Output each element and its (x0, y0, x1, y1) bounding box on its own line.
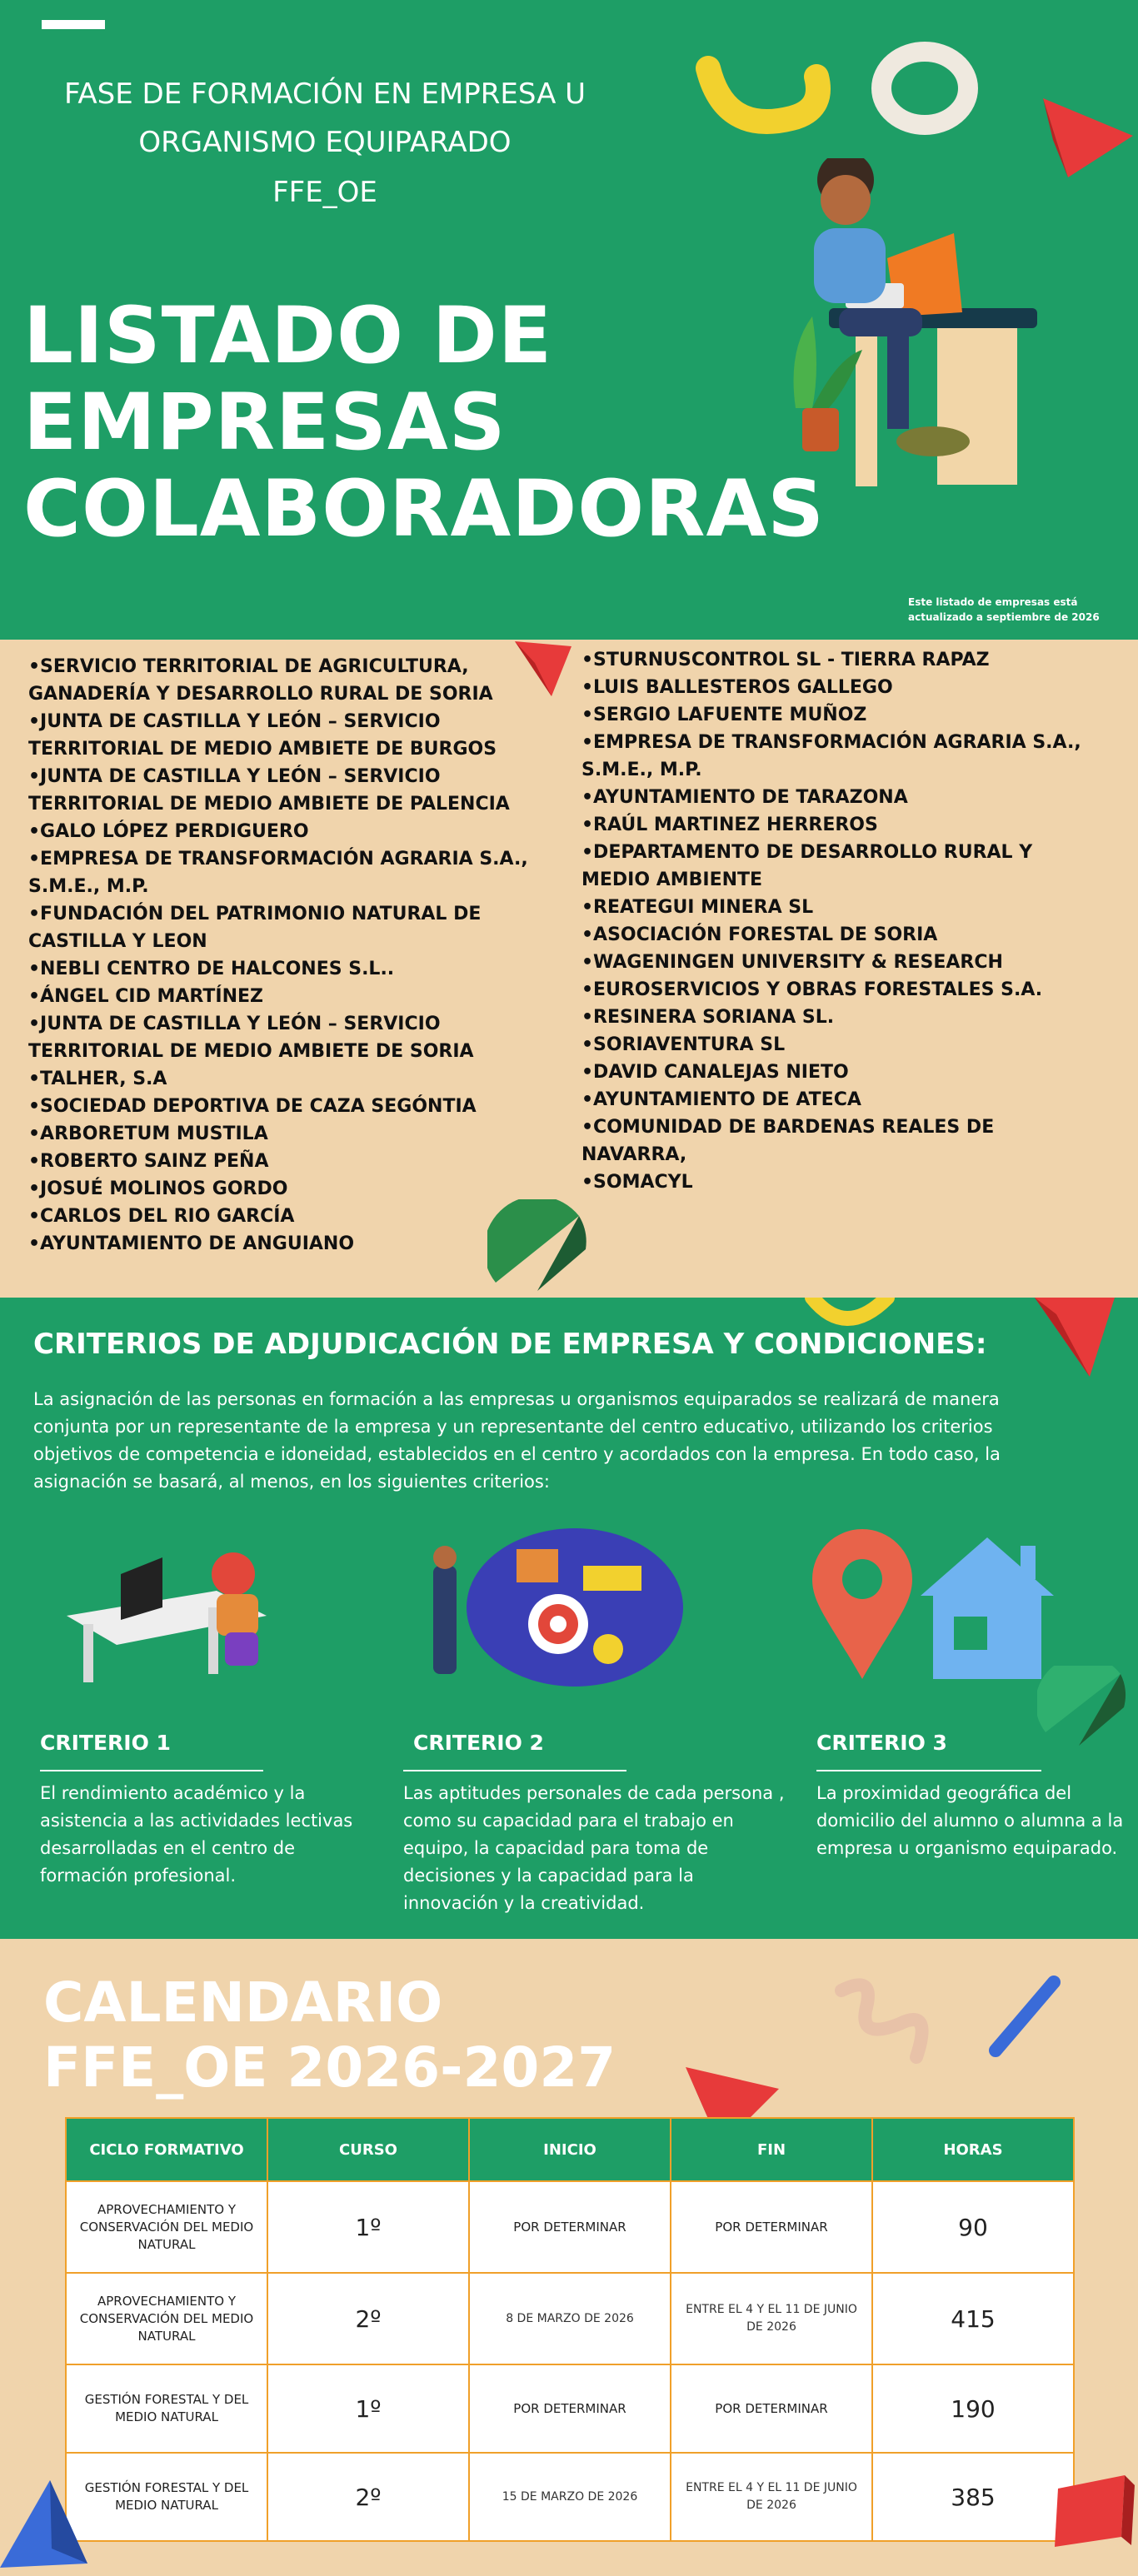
list-item: •SERVICIO TERRITORIAL DE AGRICULTURA, GANADERÍA Y DESARROLLO RURAL DE SORIA (28, 656, 493, 705)
table-cell: 385 (872, 2453, 1074, 2541)
beige-squiggle-shape-icon (825, 1974, 941, 2074)
table-cell: 2º (267, 2453, 469, 2541)
list-item: •NEBLI CENTRO DE HALCONES S.L.. (28, 959, 395, 979)
list-item: •ASOCIACIÓN FORESTAL DE SORIA (581, 924, 938, 945)
criteria-section (0, 1298, 1138, 1939)
green-half-disc-shape-icon (487, 1199, 596, 1298)
list-item: •DEPARTAMENTO DE DESARROLLO RURAL Y MEDIO AMBIENTE (581, 842, 1033, 890)
table-cell: 415 (872, 2273, 1074, 2364)
column-header: HORAS (872, 2118, 1074, 2181)
list-item: •REATEGUI MINERA SL (581, 897, 814, 918)
table-cell: 190 (872, 2364, 1074, 2453)
list-item: •AYUNTAMIENTO DE ATECA (581, 1089, 861, 1110)
table-row (66, 2453, 1074, 2541)
list-item: •GALO LÓPEZ PERDIGUERO (28, 821, 309, 842)
location-house-icon (812, 1529, 1071, 1696)
calendar-title-line-1: CALENDARIO (43, 1971, 443, 2035)
criterion-1-name: CRITERIO 1 (40, 1731, 171, 1755)
list-item: •SORIAVENTURA SL (581, 1034, 786, 1055)
blue-pyramid-shape-icon (0, 2472, 92, 2576)
list-item: •LUIS BALLESTEROS GALLEGO (581, 677, 893, 698)
subtitle-line-3: FFE_OE (272, 176, 377, 209)
table-cell: APROVECHAMIENTO Y CONSERVACIÓN DEL MEDIO NATURAL (66, 2181, 267, 2273)
update-note: Este listado de empresas está actualizado a septiembre de 2026 (908, 596, 1100, 623)
criteria-title: CRITERIOS DE ADJUDICACIÓN DE EMPRESA Y CONDICIONES: (33, 1328, 987, 1361)
list-item: •JOSUÉ MOLINOS GORDO (28, 1178, 288, 1199)
criterion-2-desc: Las aptitudes personales de cada persona , como su capacidad para el trabajo en equipo, la capacidad para toma de decisiones y la capacidad para la innovación y la creatividad. (403, 1783, 785, 1913)
column-header: FIN (671, 2118, 872, 2181)
list-item: •RESINERA SORIANA SL. (581, 1007, 835, 1028)
list-item: •TALHER, S.A (28, 1069, 167, 1089)
person-at-desk-illustration (58, 1524, 283, 1691)
title-line-1: LISTADO DE (23, 291, 553, 381)
criterion-3-name: CRITERIO 3 (816, 1731, 947, 1755)
title-line-2: EMPRESAS (23, 377, 507, 468)
table-cell: POR DETERMINAR (469, 2364, 671, 2453)
criterion-1-card (40, 1731, 390, 1890)
table-row (66, 2181, 1074, 2273)
list-item: •ÁNGEL CID MARTÍNEZ (28, 986, 263, 1007)
table-cell: GESTIÓN FORESTAL Y DEL MEDIO NATURAL (66, 2364, 267, 2453)
criteria-intro: La asignación de las personas en formación a las empresas u organismos equiparados se realizará de manera conjunta por un representante de la empresa y un representante del centro educativo, utilizando los criterios objetivos de competencia e idoneidad, establecidos en el centro y acordados con la empresa. En todo caso, la asignación se basará, al menos, en los siguientes criterios: (33, 1389, 1001, 1492)
criterion-3-card (816, 1731, 1125, 1862)
list-item: •SERGIO LAFUENTE MUÑOZ (581, 705, 867, 725)
list-item: •ROBERTO SAINZ PEÑA (28, 1151, 269, 1172)
list-item: •EUROSERVICIOS Y OBRAS FORESTALES S.A. (581, 979, 1043, 1000)
table-row (66, 2364, 1074, 2453)
red-cone-shape-icon (510, 640, 576, 705)
companies-list-left (28, 653, 570, 1258)
criterion-2-card (403, 1731, 785, 1917)
table-cell: 1º (267, 2181, 469, 2273)
calendar-table (65, 2117, 1075, 2542)
table-cell: ENTRE EL 4 Y EL 11 DE JUNIO DE 2026 (671, 2453, 872, 2541)
creativity-illustration (417, 1516, 691, 1716)
calendar-section (0, 1939, 1138, 2576)
table-cell: 15 DE MARZO DE 2026 (469, 2453, 671, 2541)
table-row (66, 2273, 1074, 2364)
list-item: •SOMACYL (581, 1172, 693, 1193)
criterion-3-desc: La proximidad geográfica del domicilio del alumno o alumna a la empresa u organismo equiparado. (816, 1783, 1124, 1858)
list-item: •JUNTA DE CASTILLA Y LEÓN – SERVICIO TERRITORIAL DE MEDIO AMBIETE DE SORIA (28, 1014, 474, 1062)
criterion-1-desc: El rendimiento académico y la asistencia a las actividades lectivas desarrolladas en el centro de formación profesional. (40, 1783, 353, 1886)
table-header-row (66, 2118, 1074, 2181)
page-title (23, 293, 825, 553)
calendar-title-line-2: FFE_OE 2026-2027 (43, 2035, 616, 2100)
list-item: •SOCIEDAD DEPORTIVA DE CAZA SEGÓNTIA (28, 1096, 477, 1117)
red-cube-shape-icon (1041, 2464, 1138, 2555)
list-item: •JUNTA DE CASTILLA Y LEÓN – SERVICIO TERRITORIAL DE MEDIO AMBIETE DE PALENCIA (28, 766, 510, 815)
table-cell: ENTRE EL 4 Y EL 11 DE JUNIO DE 2026 (671, 2273, 872, 2364)
header-accent-bar (42, 20, 105, 29)
list-item: •EMPRESA DE TRANSFORMACIÓN AGRARIA S.A., S.M.E., M.P. (28, 849, 528, 897)
list-item: •CARLOS DEL RIO GARCÍA (28, 1206, 295, 1227)
blue-stick-shape-icon (979, 1971, 1071, 2062)
list-item: •RAÚL MARTINEZ HERREROS (581, 815, 878, 835)
table-cell: POR DETERMINAR (469, 2181, 671, 2273)
list-item: •DAVID CANALEJAS NIETO (581, 1062, 849, 1083)
list-item: •AYUNTAMIENTO DE ANGUIANO (28, 1233, 355, 1254)
column-header: CURSO (267, 2118, 469, 2181)
column-header: INICIO (469, 2118, 671, 2181)
divider (40, 1770, 263, 1771)
table-cell: POR DETERMINAR (671, 2181, 872, 2273)
table-cell: APROVECHAMIENTO Y CONSERVACIÓN DEL MEDIO NATURAL (66, 2273, 267, 2364)
red-cone-shape-icon (1031, 1298, 1123, 1381)
table-cell: GESTIÓN FORESTAL Y DEL MEDIO NATURAL (66, 2453, 267, 2541)
list-item: •JUNTA DE CASTILLA Y LEÓN – SERVICIO TERRITORIAL DE MEDIO AMBIETE DE BURGOS (28, 711, 497, 760)
subtitle-line-2: ORGANISMO EQUIPARADO (138, 126, 512, 159)
table-cell: 1º (267, 2364, 469, 2453)
table-cell: 8 DE MARZO DE 2026 (469, 2273, 671, 2364)
yellow-arc-shape-icon (804, 1298, 904, 1331)
header-section (0, 0, 1138, 640)
list-item: •FUNDACIÓN DEL PATRIMONIO NATURAL DE CASTILLA Y LEON (28, 904, 482, 952)
list-item: •WAGENINGEN UNIVERSITY & RESEARCH (581, 952, 1003, 973)
criterion-2-name: CRITERIO 2 (413, 1731, 544, 1755)
column-header: CICLO FORMATIVO (66, 2118, 267, 2181)
companies-section (0, 640, 1138, 1298)
title-line-3: COLABORADORAS (23, 464, 825, 555)
calendar-title (43, 1971, 616, 2100)
divider (816, 1770, 1041, 1771)
list-item: •STURNUSCONTROL SL - TIERRA RAPAZ (581, 650, 990, 670)
subtitle-line-1: FASE DE FORMACIÓN EN EMPRESA U (63, 77, 586, 111)
list-item: •EMPRESA DE TRANSFORMACIÓN AGRARIA S.A., S.M.E., M.P. (581, 732, 1081, 780)
table-cell: 2º (267, 2273, 469, 2364)
companies-list-right (581, 646, 1098, 1196)
list-item: •ARBORETUM MUSTILA (28, 1124, 268, 1144)
list-item: •COMUNIDAD DE BARDENAS REALES DE NAVARRA, (581, 1117, 995, 1165)
table-cell: 90 (872, 2181, 1074, 2273)
divider (403, 1770, 626, 1771)
table-cell: POR DETERMINAR (671, 2364, 872, 2453)
white-ring-shape-icon (871, 40, 979, 140)
list-item: •AYUNTAMIENTO DE TARAZONA (581, 787, 908, 808)
yellow-arc-shape-icon (691, 43, 833, 143)
person-at-computer-illustration (762, 158, 1096, 500)
